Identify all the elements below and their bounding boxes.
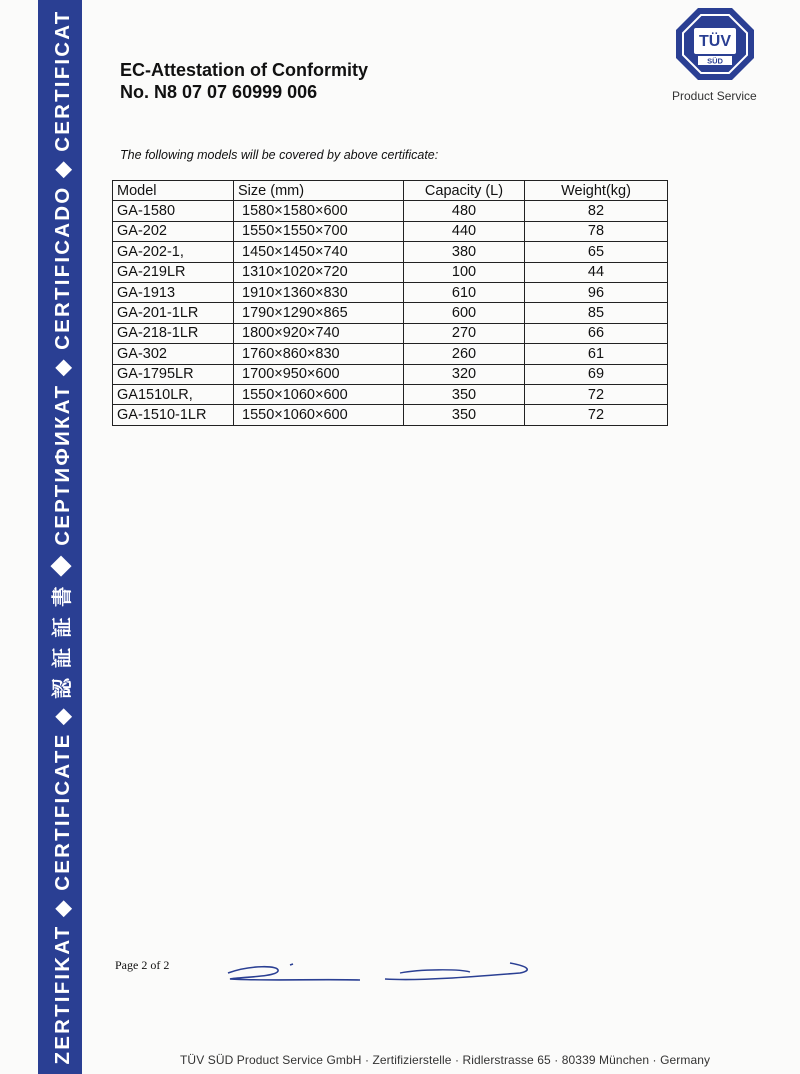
model-cell: GA-202 xyxy=(113,221,234,241)
document-title: EC-Attestation of Conformity xyxy=(120,60,368,80)
capacity-cell: 480 xyxy=(404,201,525,221)
capacity-cell: 380 xyxy=(404,242,525,262)
intro-text: The following models will be covered by above certificate: xyxy=(120,148,439,162)
logo-brand-bottom: SÜD xyxy=(707,56,723,66)
table-row xyxy=(113,201,668,221)
model-cell: GA-202-1, xyxy=(113,242,234,262)
capacity-cell: 600 xyxy=(404,303,525,323)
size-cell: 1700×950×600 xyxy=(234,364,404,384)
table-row xyxy=(113,282,668,302)
size-cell: 1580×1580×600 xyxy=(234,201,404,221)
weight-cell: 78 xyxy=(525,221,668,241)
model-cell: GA-1510-1LR xyxy=(113,405,234,425)
model-cell: GA-201-1LR xyxy=(113,303,234,323)
model-cell: GA-219LR xyxy=(113,262,234,282)
weight-cell: 96 xyxy=(525,282,668,302)
table-row xyxy=(113,262,668,282)
capacity-cell: 350 xyxy=(404,405,525,425)
size-cell: 1550×1060×600 xyxy=(234,384,404,404)
model-cell: GA1510LR, xyxy=(113,384,234,404)
weight-cell: 61 xyxy=(525,344,668,364)
capacity-cell: 320 xyxy=(404,364,525,384)
tuv-sud-logo-icon xyxy=(674,6,756,82)
logo-brand-top: TÜV xyxy=(699,33,731,50)
weight-cell: 85 xyxy=(525,303,668,323)
signature-icon xyxy=(220,955,540,995)
table-row xyxy=(113,242,668,262)
capacity-cell: 270 xyxy=(404,323,525,343)
logo-caption: Product Service xyxy=(672,89,757,103)
weight-cell: 65 xyxy=(525,242,668,262)
size-cell: 1790×1290×865 xyxy=(234,303,404,323)
model-cell: GA-218-1LR xyxy=(113,323,234,343)
weight-cell: 69 xyxy=(525,364,668,384)
weight-cell: 44 xyxy=(525,262,668,282)
column-header-model: Model xyxy=(113,181,234,201)
column-header-weight: Weight(kg) xyxy=(525,181,668,201)
footer-address: TÜV SÜD Product Service GmbH · Zertifizierstelle · Ridlerstrasse 65 · 80339 München · Germany xyxy=(180,1053,711,1067)
model-cell: GA-1580 xyxy=(113,201,234,221)
table-row xyxy=(113,221,668,241)
table-row xyxy=(113,323,668,343)
models-table xyxy=(112,180,668,426)
capacity-cell: 350 xyxy=(404,384,525,404)
size-cell: 1550×1060×600 xyxy=(234,405,404,425)
column-header-capacity: Capacity (L) xyxy=(404,181,525,201)
table-header-row xyxy=(113,181,668,201)
size-cell: 1310×1020×720 xyxy=(234,262,404,282)
size-cell: 1450×1450×740 xyxy=(234,242,404,262)
column-header-size: Size (mm) xyxy=(234,181,404,201)
model-cell: GA-1913 xyxy=(113,282,234,302)
size-cell: 1550×1550×700 xyxy=(234,221,404,241)
table-row xyxy=(113,405,668,425)
model-cell: GA-302 xyxy=(113,344,234,364)
weight-cell: 66 xyxy=(525,323,668,343)
table-body xyxy=(113,201,668,425)
capacity-cell: 100 xyxy=(404,262,525,282)
table-row xyxy=(113,384,668,404)
size-cell: 1800×920×740 xyxy=(234,323,404,343)
weight-cell: 72 xyxy=(525,384,668,404)
table-row xyxy=(113,344,668,364)
capacity-cell: 260 xyxy=(404,344,525,364)
size-cell: 1910×1360×830 xyxy=(234,282,404,302)
weight-cell: 72 xyxy=(525,405,668,425)
capacity-cell: 440 xyxy=(404,221,525,241)
certificate-number: No. N8 07 07 60999 006 xyxy=(120,82,318,102)
size-cell: 1760×860×830 xyxy=(234,344,404,364)
model-cell: GA-1795LR xyxy=(113,364,234,384)
page-number: Page 2 of 2 xyxy=(115,958,170,972)
weight-cell: 82 xyxy=(525,201,668,221)
capacity-cell: 610 xyxy=(404,282,525,302)
side-band-text: ZERTIFIKAT ◆ CERTIFICATE ◆ 認 証 証 書 ◆ СЕРТИФИКАТ ◆ CERTIFICADO ◆ CERTIFICAT xyxy=(51,9,74,1065)
table-row xyxy=(113,364,668,384)
table-row xyxy=(113,303,668,323)
